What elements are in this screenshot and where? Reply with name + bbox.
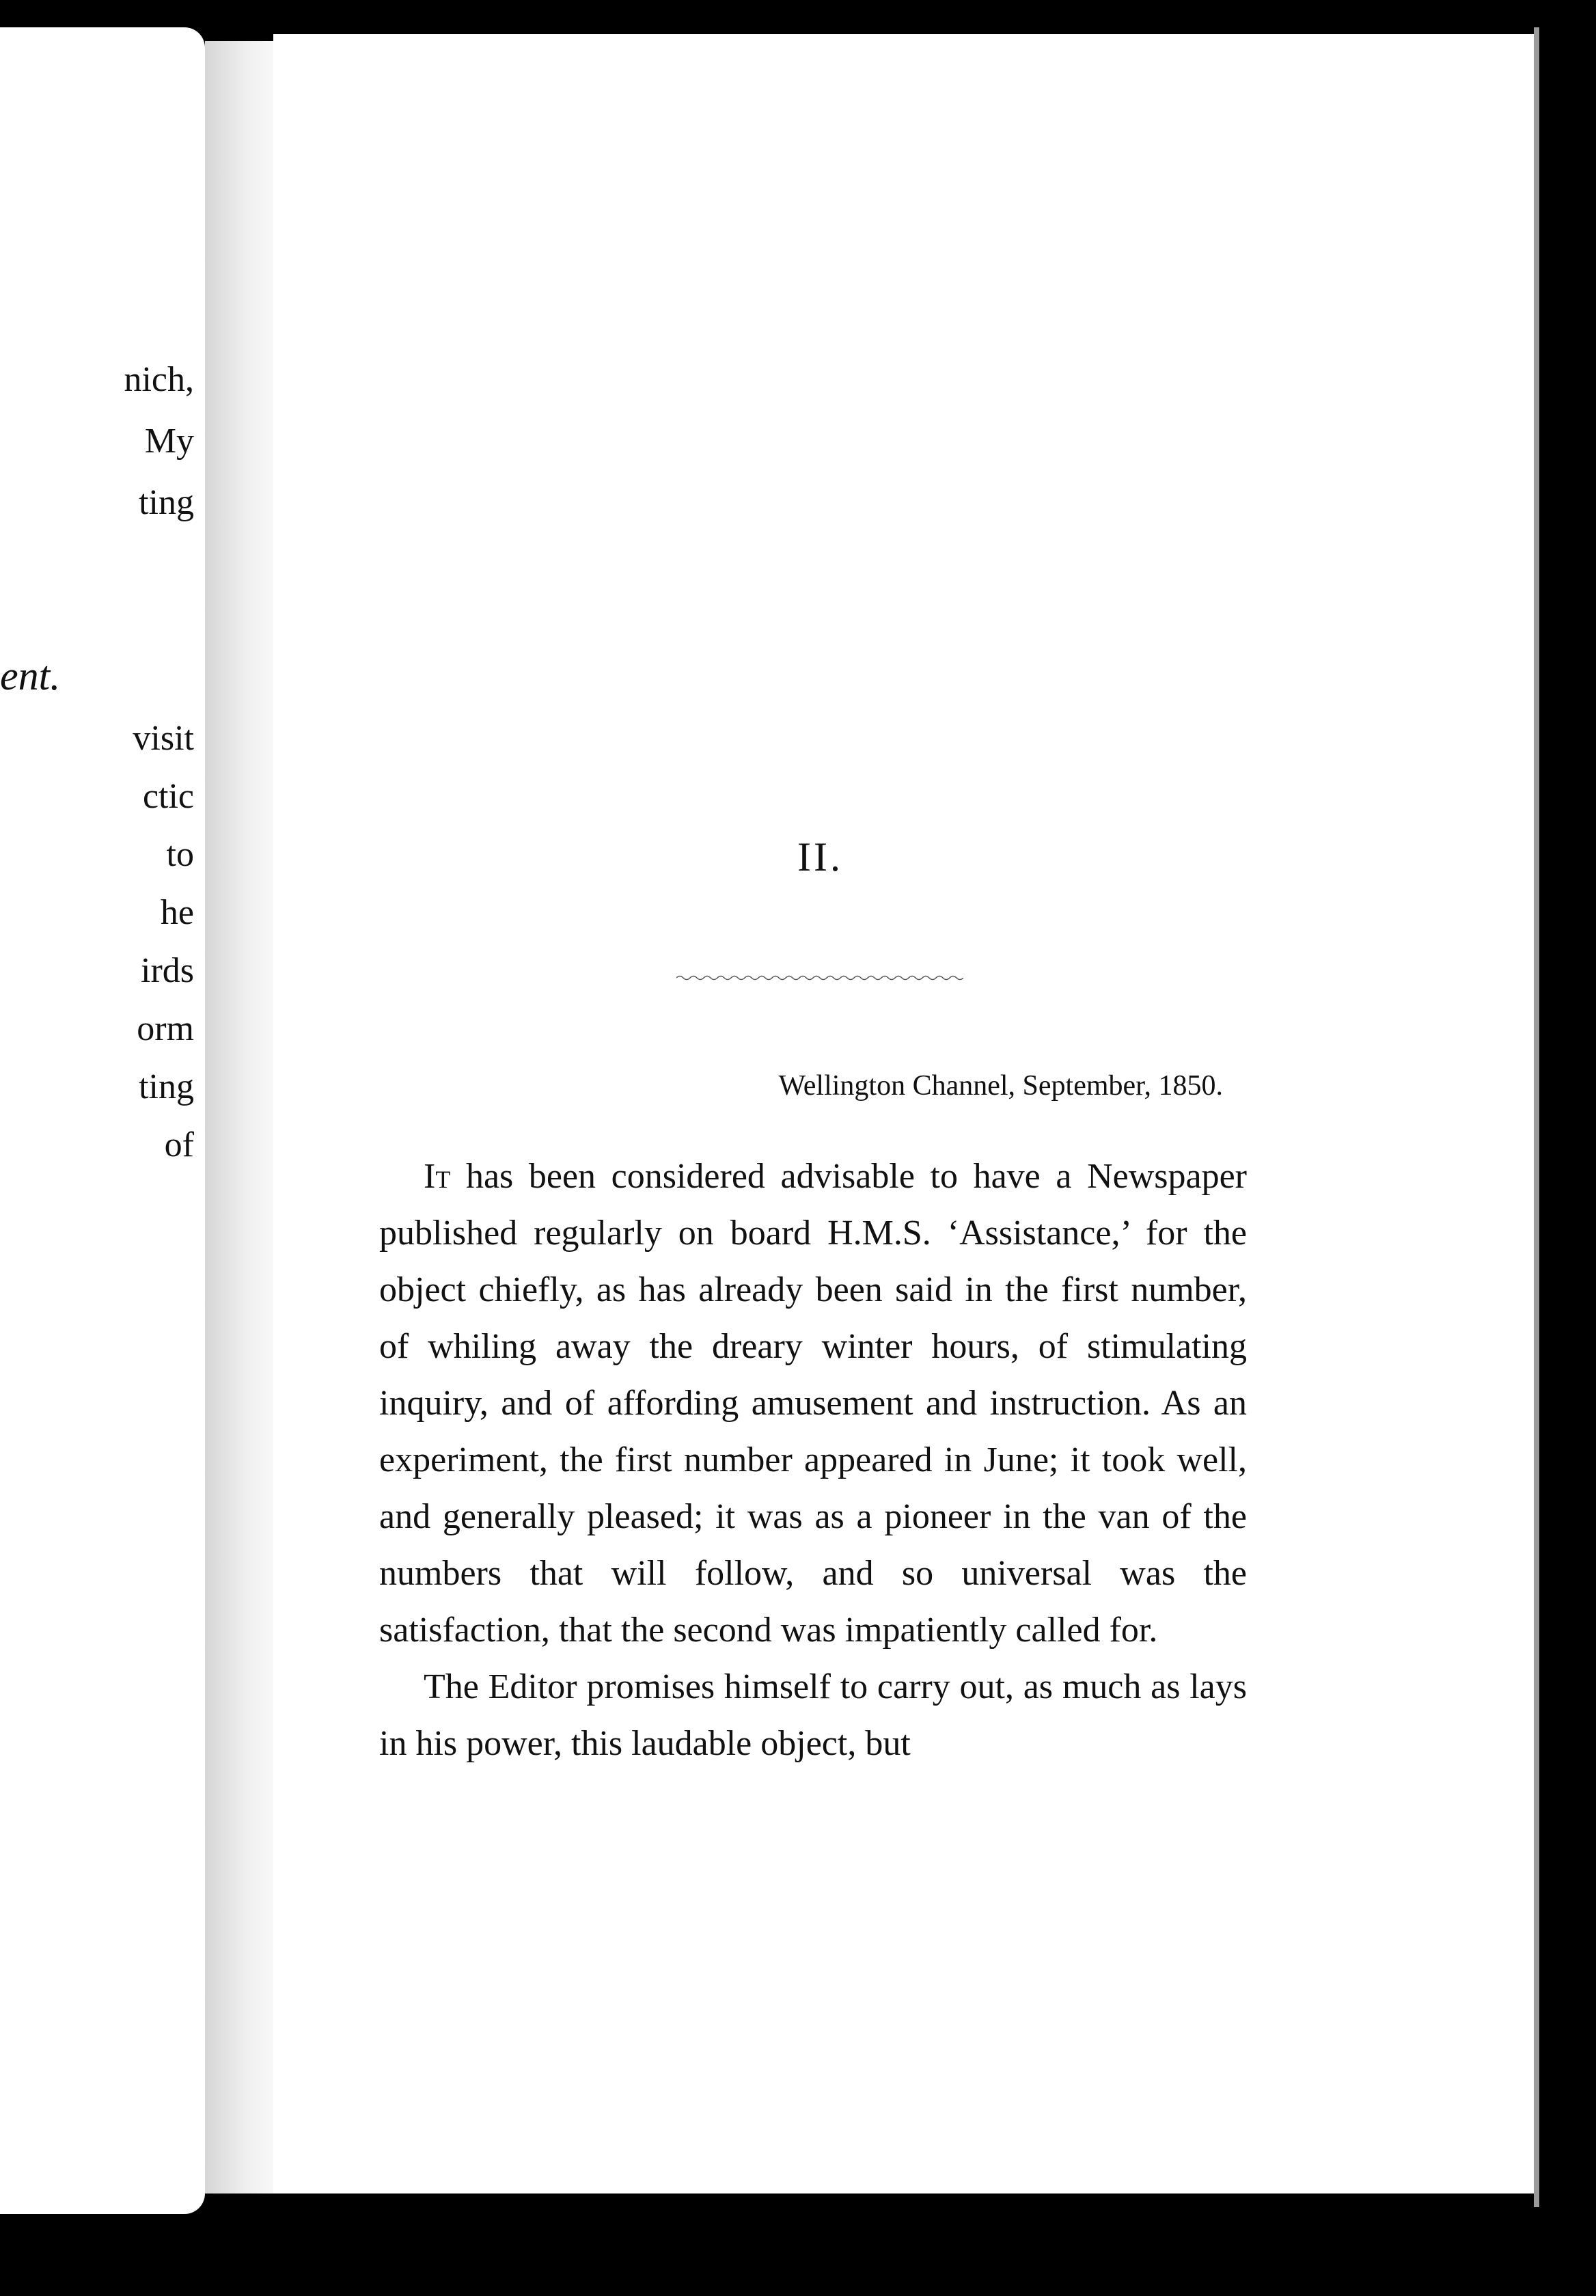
left-page-line: orm [137, 1009, 194, 1048]
dateline: Wellington Channel, September, 1850. [778, 1070, 1223, 1102]
paragraph-text: has been considered advisable to have a Newspaper published regularly on board H.M.S. ‘Assistance,’ for the object chiefly, as has already been said in the first number, of whiling away the dreary winter hours, of stimulating inquiry, and of affording amusement and instruction. As an experiment, the first number appeared in June; it took well, and generally pleased; it was as a pioneer in the van of the numbers that will follow, and so universal was the satisfaction, that the second was impatiently called for. [379, 1157, 1247, 1650]
chapter-numeral: II. [797, 834, 843, 879]
left-page-line: to [166, 835, 194, 874]
left-page-line: nich, [124, 360, 194, 399]
chapter-heading [0, 834, 1596, 881]
left-page-line: he [160, 893, 194, 932]
drop-initial-word: It [424, 1157, 451, 1196]
left-page-line: irds [141, 951, 194, 990]
left-facing-page [0, 27, 205, 2214]
left-page-line: of [164, 1125, 194, 1164]
right-page [273, 34, 1534, 2194]
paragraph: The Editor promises himself to carry out, as much as lays in his power, this laudable object, but [379, 1667, 1247, 1763]
page-edge [1534, 27, 1539, 2207]
paragraph [379, 1148, 1247, 1658]
left-page-line: ting [139, 483, 194, 522]
left-page-line: ctic [142, 777, 194, 816]
binding-gutter [205, 41, 280, 2194]
handwritten-note: ent. [0, 653, 61, 698]
left-page-line: My [144, 422, 194, 461]
left-page-line: visit [133, 719, 194, 758]
body-text [379, 1148, 1247, 1772]
left-page-line: ting [139, 1067, 194, 1106]
decorative-wavy-rule [676, 974, 963, 982]
